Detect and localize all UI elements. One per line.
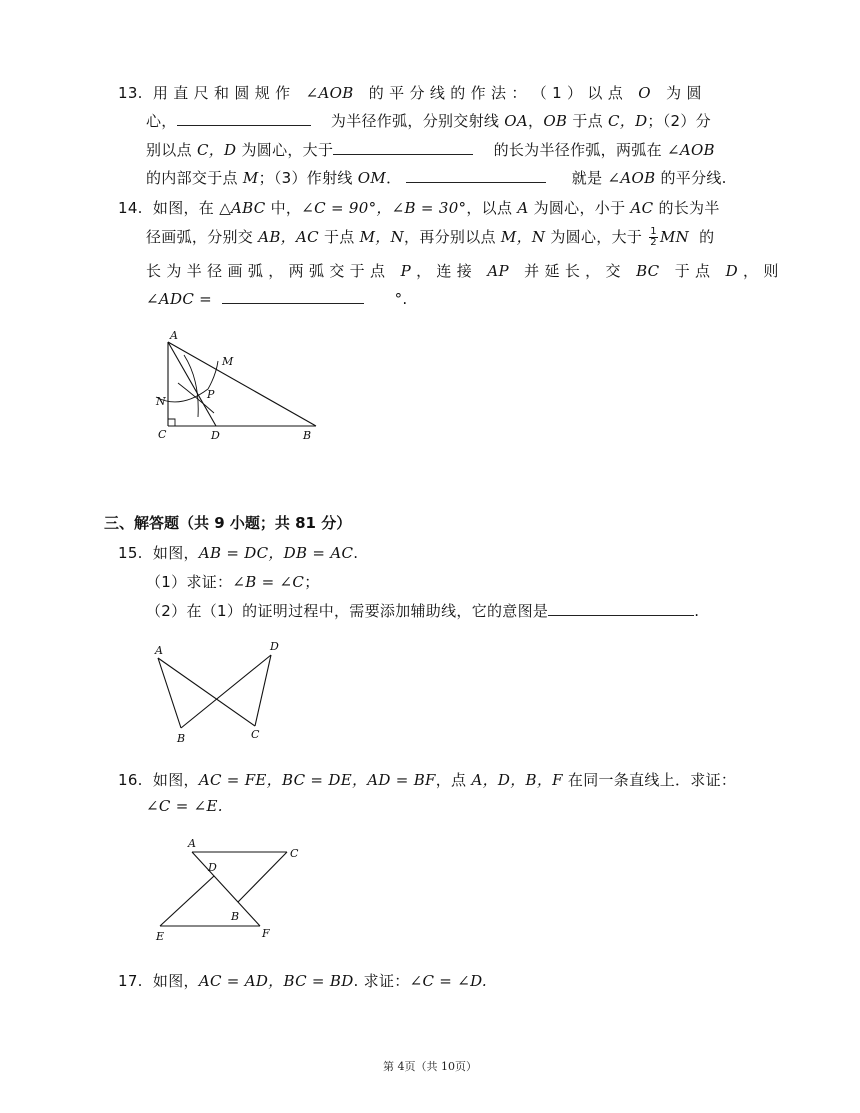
q13-blank-2[interactable] xyxy=(333,140,473,155)
q16-number: 16. xyxy=(118,771,143,789)
q13-line4: 的内部交于点 M；（3）作射线 OM． 就是 ∠AOB 的平分线. xyxy=(146,169,727,187)
fraction-one-half: $\frac{1}{2}$ xyxy=(650,226,657,248)
arc-center-n xyxy=(184,355,198,417)
label-c: C xyxy=(290,847,299,860)
q14-line3: 长 为 半 径 画 弧 ， 两 弧 交 于 点 P ， 连 接 AP 并 延 长 ， 交 BC 于 点 D ， 则 xyxy=(146,262,779,280)
label-d: D xyxy=(208,861,217,874)
label-m: M xyxy=(222,355,234,368)
q15-bowtie-figure xyxy=(148,640,288,750)
q15-line3: （2）在（1）的证明过程中，需要添加辅助线，它的意图是 . xyxy=(146,602,700,620)
label-f: F xyxy=(262,927,270,940)
q15-blank[interactable] xyxy=(548,601,694,616)
q17-number: 17. xyxy=(118,972,143,990)
segment-ed xyxy=(160,876,214,926)
segment-ad xyxy=(168,342,216,426)
label-a: A xyxy=(170,329,178,342)
right-angle-mark xyxy=(168,419,175,426)
label-p: P xyxy=(207,388,215,401)
q13-line3: 别以点 C，D 为圆心，大于 的长为半径作弧，两弧在 ∠AOB xyxy=(146,141,715,159)
q14-triangle-figure xyxy=(140,325,340,450)
q15-line2: （1）求证：∠B = ∠C； xyxy=(146,573,320,591)
q15-number: 15. xyxy=(118,544,143,562)
segment-af xyxy=(192,852,260,926)
q16-line2: ∠C = ∠E. xyxy=(146,797,223,815)
label-b: B xyxy=(231,910,240,923)
q15-line1: 15. 如图，AB = DC，DB = AC. xyxy=(118,544,359,562)
q13-blank-3[interactable] xyxy=(406,168,546,183)
label-a: A xyxy=(155,644,163,657)
q13-blank-1[interactable] xyxy=(177,111,311,126)
q17-line1: 17. 如图，AC = AD，BC = BD. 求证：∠C = ∠D. xyxy=(118,972,487,990)
q16-figure xyxy=(150,834,310,949)
label-c: C xyxy=(251,728,260,741)
segment-ab xyxy=(158,658,181,728)
label-d: D xyxy=(211,429,220,442)
segment-ac xyxy=(158,658,255,726)
q13-line2: 心， 为半径作弧，分别交射线 OA，OB 于点 C，D；（2）分 xyxy=(146,112,711,130)
label-n: N xyxy=(156,395,166,408)
q13-line1: 13. 用 直 尺 和 圆 规 作 ∠AOB 的 平 分 线 的 作 法 ： （ 1 ） 以 点 O 为 圆 xyxy=(118,84,702,102)
label-e: E xyxy=(156,930,165,943)
label-d: D xyxy=(270,640,279,653)
q14-number: 14. xyxy=(118,199,143,217)
segment-cb xyxy=(238,852,287,902)
label-b: B xyxy=(303,429,312,442)
label-c: C xyxy=(158,428,167,441)
q14-line4: ∠ADC = °. xyxy=(146,290,408,308)
page-footer: 第 4页（共 10页） xyxy=(383,1060,477,1073)
q14-line2: 径画弧，分别交 AB，AC 于点 M，N，再分别以点 M，N 为圆心，大于 $\frac{1}{2}$ MN 的 xyxy=(146,226,715,248)
q13-number: 13. xyxy=(118,84,143,102)
section-heading: 三、解答题（共 9 小题；共 81 分） xyxy=(104,514,352,532)
q14-line1: 14. 如图，在 △ABC 中，∠C = 90°，∠B = 30°，以点 A 为圆心，小于 AC 的长为半 xyxy=(118,199,720,217)
segment-ab xyxy=(168,342,316,426)
q16-line1: 16. 如图，AC = FE，BC = DE，AD = BF，点 A，D，B，F 在同一条直线上．求证： xyxy=(118,771,737,789)
label-b: B xyxy=(177,732,186,745)
label-a: A xyxy=(188,837,196,850)
q14-blank[interactable] xyxy=(222,289,364,304)
